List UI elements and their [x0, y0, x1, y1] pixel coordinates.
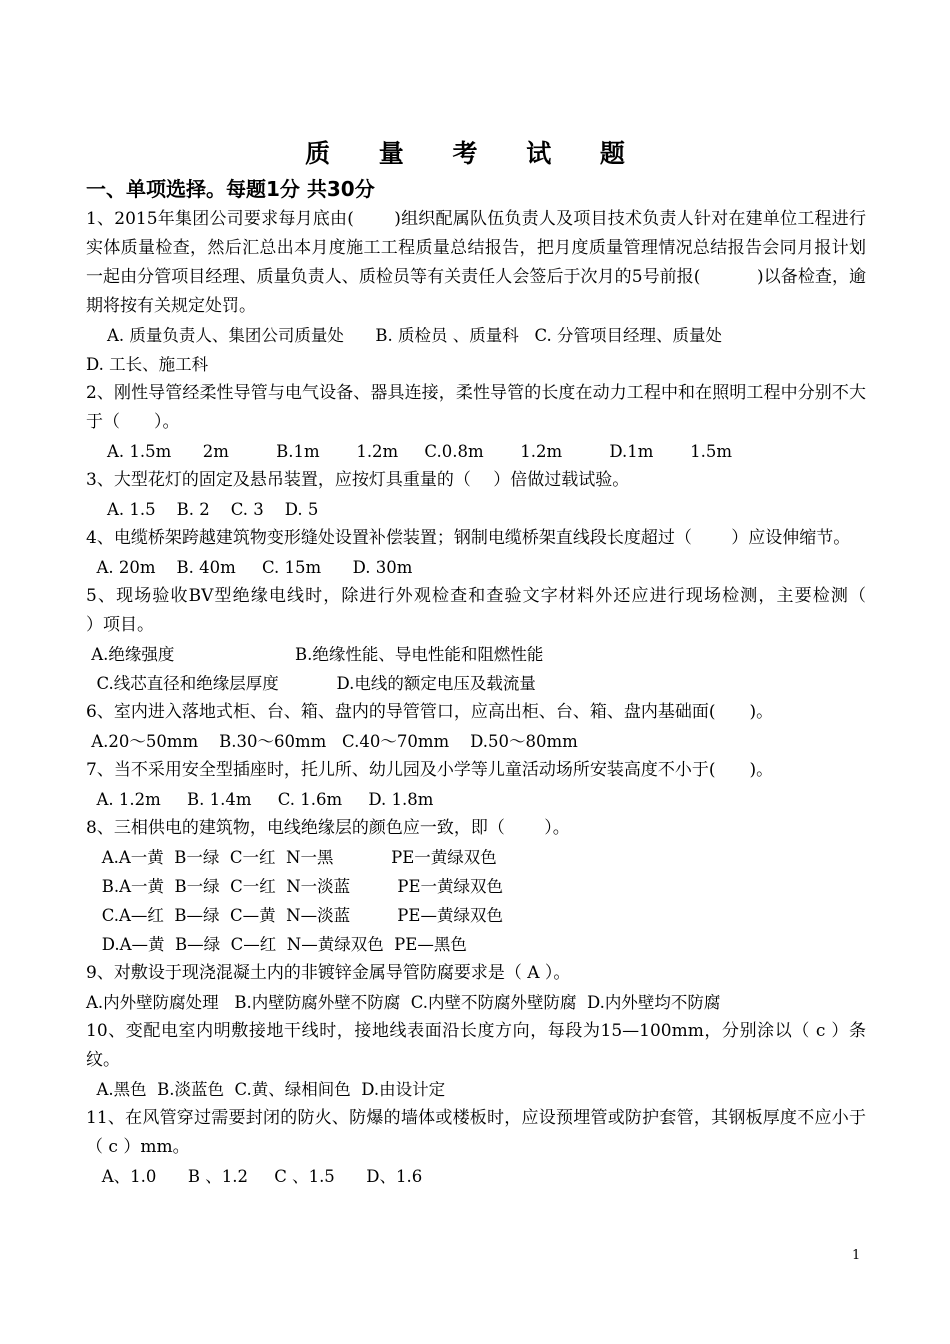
answer-options: A.绝缘强度 B.绝缘性能、导电性能和阻燃性能 [86, 645, 544, 664]
answer-options: C.线芯直径和绝缘层厚度 D.电线的额定电压及载流量 [86, 674, 536, 693]
page-number: 1 [852, 1248, 861, 1263]
answer-options: A、1.0 B 、1.2 C 、1.5 D、1.6 [86, 1167, 423, 1186]
question-text: 2、刚性导管经柔性导管与电气设备、器具连接，柔性导管的长度在动力工程中和在照明工程中分别不大于（ ）。 [86, 383, 866, 432]
page-title: 质 量 考 试 题 [305, 139, 645, 168]
question-text: 7、当不采用安全型插座时，托儿所、幼儿园及小学等儿童活动场所安装高度不小于( )。 [86, 760, 774, 780]
section-heading: 一、单项选择。每题1分 共30分 [86, 177, 375, 201]
question-text: 6、室内进入落地式柜、台、箱、盘内的导管管口，应高出柜、台、箱、盘内基础面( )。 [86, 702, 774, 722]
question-text: 11、在风管穿过需要封闭的防火、防爆的墙体或楼板时，应设预埋管或防护套管，其钢板厚度不应小于 （ c ）mm。 [86, 1108, 866, 1157]
answer-options: A. 1.5m 2m B.1m 1.2m C.0.8m 1.2m D.1m 1.5m [86, 442, 733, 461]
question-text: 8、三相供电的建筑物，电线绝缘层的颜色应一致，即（ ）。 [86, 818, 570, 838]
answer-options: B.A一黄 B一绿 C一红 N一淡蓝 PE一黄绿双色 [86, 877, 504, 896]
answer-options: D. 工长、施工科 [86, 355, 209, 374]
question-text: 1、2015年集团公司要求每月底由( )组织配属队伍负责人及项目技术负责人针对在建单位工程进行实体质量检查，然后汇总出本月度施工工程质量总结报告，把月度质量管理情况总结报告会同月报计划一起由分管项目经理、质量负责人、质检员等有关责任人会签后于次月的5号前报( )以备检查，逾期将按有关规定处罚。 [86, 209, 866, 316]
answer-options: A.20～50mm B.30～60mm C.40～70mm D.50～80mm [86, 732, 578, 751]
answer-options: A. 1.5 B. 2 C. 3 D. 5 [86, 500, 319, 519]
answer-options: A. 质量负责人、集团公司质量处 B. 质检员 、质量科 C. 分管项目经理、质量处 [86, 326, 722, 345]
question-text: 9、对敷设于现浇混凝土内的非镀锌金属导管防腐要求是（ A ）。 [86, 963, 571, 983]
question-list [86, 205, 906, 1191]
answer-options: A.A一黄 B一绿 C一红 N一黑 PE一黄绿双色 [86, 848, 497, 867]
question-text: 3、大型花灯的固定及悬吊装置，应按灯具重量的（ ）倍做过载试验。 [86, 470, 630, 490]
question-text: 5、现场验收BV型绝缘电线时，除进行外观检查和查验文字材料外还应进行现场检测，主要检测（ ）项目。 [86, 586, 906, 635]
answer-options: A.黑色 B.淡蓝色 C.黄、绿相间色 D.由设计定 [86, 1080, 446, 1099]
question-text: 4、电缆桥架跨越建筑物变形缝处设置补偿装置；钢制电缆桥架直线段长度超过（ ）应设伸缩节。 [86, 528, 851, 548]
answer-options: A. 1.2m B. 1.4m C. 1.6m D. 1.8m [86, 790, 434, 809]
answer-options: D.A—黄 B—绿 C—红 N—黄绿双色 PE—黑色 [86, 935, 467, 954]
answer-options: A. 20m B. 40m C. 15m D. 30m [86, 558, 413, 577]
question-text: 10、变配电室内明敷接地干线时，接地线表面沿长度方向，每段为15—100mm，分别涂以（ c ）条纹。 [86, 1021, 866, 1070]
answer-options: C.A—红 B—绿 C—黄 N—淡蓝 PE—黄绿双色 [86, 906, 503, 925]
answer-options: A.内外壁防腐处理 B.内壁防腐外壁不防腐 C.内壁不防腐外壁防腐 D.内外壁均不防腐 [86, 993, 721, 1012]
